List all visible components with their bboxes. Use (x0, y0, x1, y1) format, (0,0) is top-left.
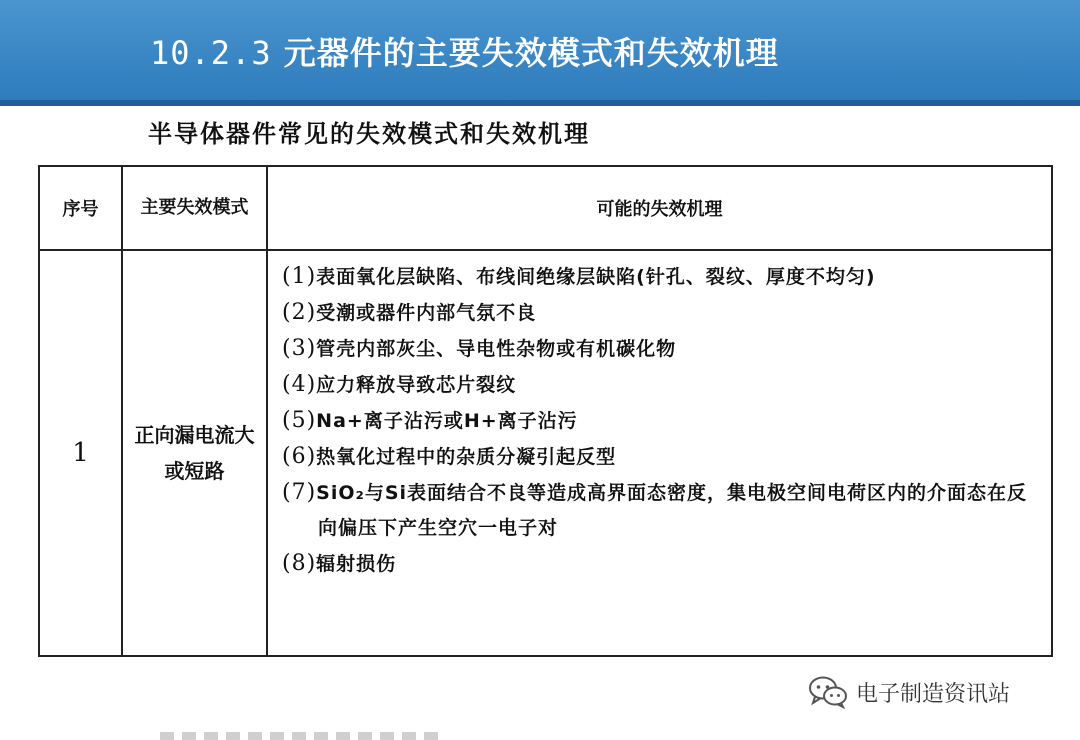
table-caption: 半导体器件常见的失效模式和失效机理 (148, 120, 590, 148)
mechanism-number: (3) (282, 336, 317, 361)
title-banner (0, 0, 1080, 106)
mechanism-text: Na+离子沾污或H+离子沾污 (316, 410, 578, 432)
mechanism-item (282, 475, 1041, 546)
section-number: 10.2.3 (150, 34, 272, 72)
mechanism-number: (4) (282, 372, 317, 397)
table-header-row (39, 166, 1052, 250)
watermark (808, 674, 1010, 710)
mechanism-number: (2) (282, 300, 317, 325)
next-slide-fragment (160, 732, 440, 740)
mechanism-number: (1) (282, 264, 317, 289)
mechanism-item (282, 439, 1041, 475)
header-index: 序号 (39, 166, 122, 250)
mechanism-number: (5) (282, 408, 317, 433)
header-mode: 主要失效模式 (122, 166, 267, 250)
mechanism-item (282, 367, 1041, 403)
mechanism-item (282, 259, 1041, 295)
table-row (39, 250, 1052, 656)
header-mechanism: 可能的失效机理 (267, 166, 1052, 250)
mechanism-number: (8) (282, 551, 317, 576)
watermark-text: 电子制造资讯站 (856, 681, 1011, 707)
mechanism-item (282, 546, 1041, 582)
mechanism-item (282, 331, 1041, 367)
mechanism-text: 应力释放导致芯片裂纹 (316, 374, 517, 396)
section-title: 元器件的主要失效模式和失效机理 (283, 34, 779, 72)
wechat-icon (808, 675, 848, 709)
mechanism-text: 表面氧化层缺陷、布线间绝缘层缺陷(针孔、裂纹、厚度不均匀) (316, 266, 876, 288)
mechanism-text: 热氧化过程中的杂质分凝引起反型 (316, 446, 617, 468)
row-mode: 正向漏电流大或短路 (122, 250, 267, 656)
failure-mode-table (38, 165, 1053, 657)
mechanism-text: 管壳内部灰尘、导电性杂物或有机碳化物 (316, 338, 677, 360)
mechanism-item (282, 295, 1041, 331)
page-title (150, 28, 779, 74)
mechanism-text: 受潮或器件内部气氛不良 (316, 302, 537, 324)
mechanism-number: (6) (282, 444, 317, 469)
mechanism-number: (7) (282, 480, 317, 505)
mechanism-text: 辐射损伤 (316, 553, 397, 575)
mechanism-item (282, 403, 1041, 439)
mechanism-text: SiO₂与Si表面结合不良等造成高界面态密度，集电极空间电荷区内的介面态在反向偏压下产生空穴一电子对 (316, 482, 1028, 539)
row-mechanisms (267, 250, 1052, 656)
mechanism-list (282, 259, 1041, 582)
row-index: 1 (39, 250, 122, 656)
